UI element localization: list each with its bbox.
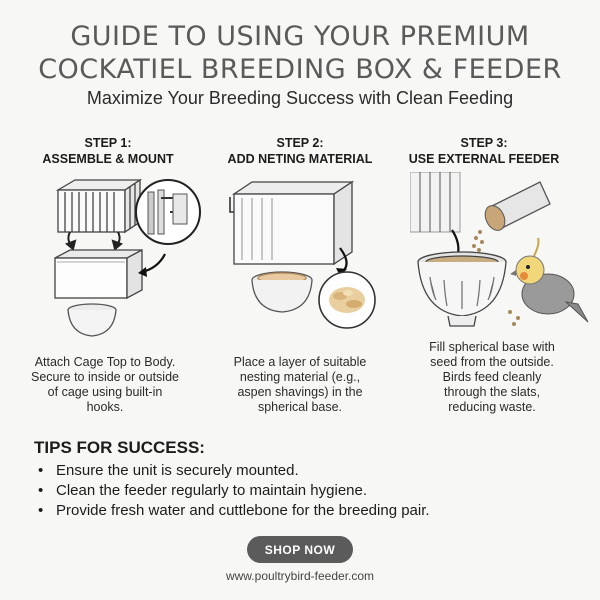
step-3-title: USE EXTERNAL FEEDER	[408, 152, 560, 166]
cage-body	[55, 250, 142, 298]
hook-detail	[136, 180, 200, 244]
curved-arrow-icon	[452, 230, 458, 254]
step-3-desc-line: reducing waste.	[448, 400, 536, 414]
step-1-heading	[8, 135, 208, 167]
cage-wall	[410, 172, 460, 232]
shop-now-button[interactable]: SHOP NOW	[247, 536, 353, 563]
tips-list	[38, 461, 430, 521]
step-2-title: ADD NETING MATERIAL	[227, 152, 373, 166]
step-3-description	[392, 340, 592, 415]
step-2-heading	[200, 135, 400, 167]
tip-item: • Ensure the unit is securely mounted.	[38, 461, 430, 481]
assembly-diagram	[30, 172, 210, 347]
step-3-number: STEP 3:	[460, 136, 508, 150]
step-2-desc-line: nesting material (e.g.,	[239, 370, 361, 384]
step-2-desc-line: Place a layer of suitable	[233, 355, 367, 369]
step-3-desc-line: through the slats,	[444, 385, 540, 399]
page-title	[0, 20, 600, 86]
step-3-heading	[384, 135, 584, 167]
seed-scoop-icon	[481, 182, 550, 234]
step-2-description	[198, 355, 402, 415]
website-link[interactable]: www.poultrybird-feeder.com	[225, 569, 375, 583]
aspen-shavings-icon	[319, 272, 375, 328]
subtitle: Maximize Your Breeding Success with Clean Feeding	[86, 88, 514, 108]
tips-heading: TIPS FOR SUCCESS:	[34, 438, 205, 457]
title-line-2: COCKATIEL BREEDING BOX & FEEDER	[38, 54, 562, 85]
nest-box	[230, 182, 352, 264]
step-1-number: STEP 1:	[84, 136, 132, 150]
cage-top	[58, 180, 140, 232]
step-1-desc-line: hooks.	[86, 400, 124, 414]
step-2-desc-line: spherical base.	[257, 400, 343, 414]
title-line-1: GUIDE TO USING YOUR PREMIUM	[70, 21, 530, 52]
step-1-title: ASSEMBLE & MOUNT	[42, 152, 174, 166]
slatted-feeder-bowl	[418, 252, 506, 326]
tip-item: • Clean the feeder regularly to maintain hygiene.	[38, 481, 430, 501]
down-arrow-icon	[67, 232, 121, 249]
step-2-number: STEP 2:	[276, 136, 324, 150]
step-3-desc-line: seed from the outside.	[430, 355, 554, 369]
step-3-desc-line: Birds feed cleanly	[442, 370, 542, 384]
scattered-seeds	[508, 310, 520, 326]
step-1-desc-line: Secure to inside or outside	[30, 370, 179, 384]
tip-item: • Provide fresh water and cuttlebone for the breeding pair.	[38, 501, 430, 521]
step-1-desc-line: Attach Cage Top to Body.	[34, 355, 176, 369]
nest-bowl	[252, 272, 312, 312]
step-3-desc-line: Fill spherical base with	[429, 340, 555, 354]
spherical-base	[68, 304, 116, 336]
step-1-desc-line: of cage using built-in	[47, 385, 163, 399]
step-2-desc-line: aspen shavings) in the	[237, 385, 363, 399]
feeder-diagram	[410, 172, 590, 342]
nesting-diagram	[222, 172, 382, 347]
cockatiel-icon	[510, 238, 588, 322]
step-1-description	[5, 355, 205, 415]
